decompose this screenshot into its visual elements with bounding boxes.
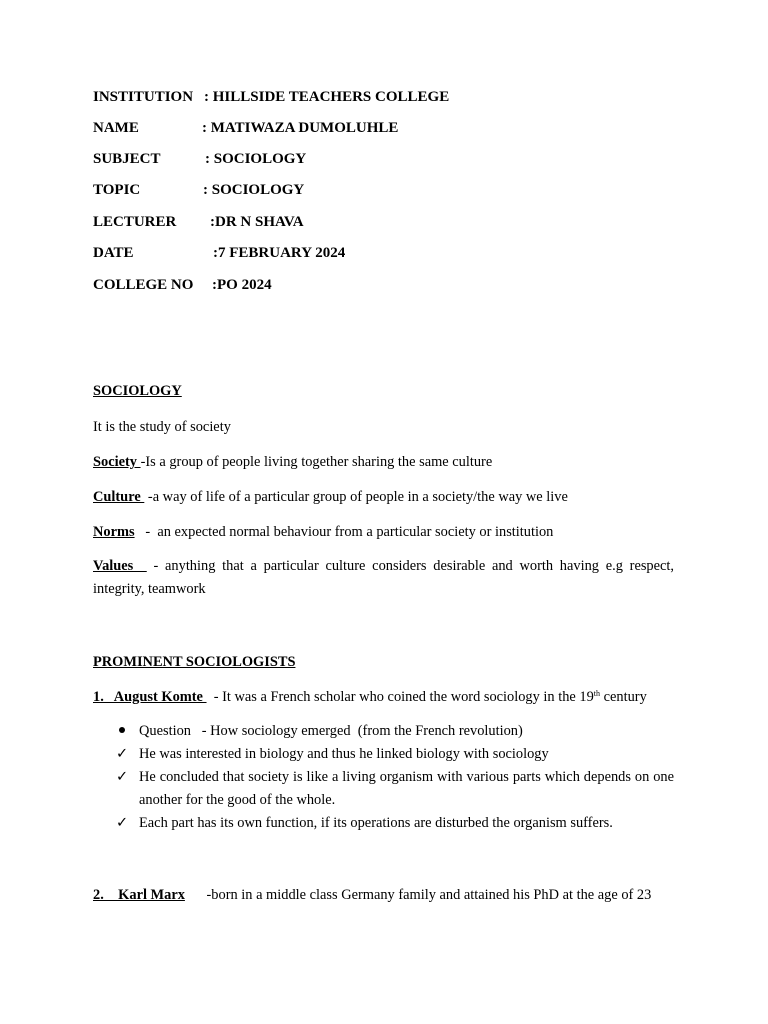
- header-label: COLLEGE NO: [93, 277, 194, 293]
- list-item: [93, 720, 674, 743]
- header-row-date: [93, 244, 346, 262]
- header-label: NAME: [93, 120, 139, 136]
- list-item-text: Question - How sociology emerged (from the French revolution): [139, 723, 523, 739]
- list-item: [93, 743, 674, 766]
- section-heading-sociology: SOCIOLOGY: [93, 383, 182, 399]
- term-culture: Culture: [93, 489, 145, 505]
- bullet-dot-icon: [115, 720, 129, 743]
- definition-text: - an expected normal behaviour from a particular society or institution: [134, 524, 554, 540]
- definition-society: [93, 453, 492, 471]
- superscript-th: th: [593, 689, 601, 698]
- header-value: :7 FEBRUARY 2024: [213, 245, 346, 261]
- header-value: : SOCIOLOGY: [205, 151, 307, 167]
- checkmark-icon: ✓: [115, 769, 129, 785]
- list-item-text: He was interested in biology and thus he linked biology with sociology: [139, 746, 549, 762]
- document-page: [93, 0, 674, 1024]
- header-row-institution: [93, 88, 450, 106]
- sociologist-desc: - It was a French scholar who coined the word sociology in the 19: [206, 689, 594, 705]
- header-value: : HILLSIDE TEACHERS COLLEGE: [204, 89, 450, 105]
- sociology-intro: It is the study of society: [93, 419, 231, 435]
- sociologist-desc: -born in a middle class Germany family and attained his PhD at the age of 23: [184, 887, 652, 903]
- list-item-text: Each part has its own function, if its operations are disturbed the organism suffers.: [139, 815, 613, 831]
- header-value: :PO 2024: [212, 277, 272, 293]
- checkmark-icon: ✓: [115, 815, 129, 831]
- term-norms: Norms: [93, 524, 135, 540]
- header-row-lecturer: [93, 213, 304, 231]
- list-item-text-line1: He concluded that society is like a living organism with various parts which depends on one: [139, 769, 674, 785]
- section-heading-prominent-sociologists: PROMINENT SOCIOLOGISTS: [93, 654, 296, 670]
- definition-culture: [93, 488, 568, 506]
- definition-text: -Is a group of people living together sharing the same culture: [140, 454, 493, 470]
- sociologist-marx: [93, 886, 651, 904]
- definition-norms: [93, 523, 553, 541]
- term-society: Society: [93, 454, 141, 470]
- header-row-subject: [93, 150, 307, 168]
- komte-points-list: [93, 720, 674, 835]
- sociologist-name: 1. August Komte: [93, 689, 207, 705]
- sociologist-desc-end: century: [600, 689, 647, 705]
- definition-values: [93, 555, 674, 601]
- checkmark-icon: ✓: [115, 746, 129, 762]
- definition-text: -a way of life of a particular group of people in a society/the way we live: [144, 489, 568, 505]
- sociologist-name: 2. Karl Marx: [93, 887, 185, 903]
- definition-text: - anything that a particular culture considers desirable and worth having e.g respect,: [146, 558, 674, 574]
- header-label: DATE: [93, 245, 134, 261]
- header-value: : MATIWAZA DUMOLUHLE: [202, 120, 399, 136]
- term-values: Values: [93, 558, 147, 574]
- header-value: :DR N SHAVA: [210, 214, 304, 230]
- sociologist-komte: [93, 688, 647, 706]
- header-label: TOPIC: [93, 182, 141, 198]
- definition-values-line1: [93, 555, 674, 578]
- list-item: [93, 766, 674, 812]
- header-row-name: [93, 119, 399, 137]
- header-row-topic: [93, 181, 305, 199]
- list-item-text-line2: another for the good of the whole.: [139, 792, 336, 808]
- header-label: SUBJECT: [93, 151, 161, 167]
- list-item: [93, 812, 674, 835]
- header-row-college-no: [93, 276, 272, 294]
- header-label: LECTURER: [93, 214, 177, 230]
- header-value: : SOCIOLOGY: [203, 182, 305, 198]
- header-label: INSTITUTION: [93, 89, 194, 105]
- definition-values-line2: integrity, teamwork: [93, 581, 206, 597]
